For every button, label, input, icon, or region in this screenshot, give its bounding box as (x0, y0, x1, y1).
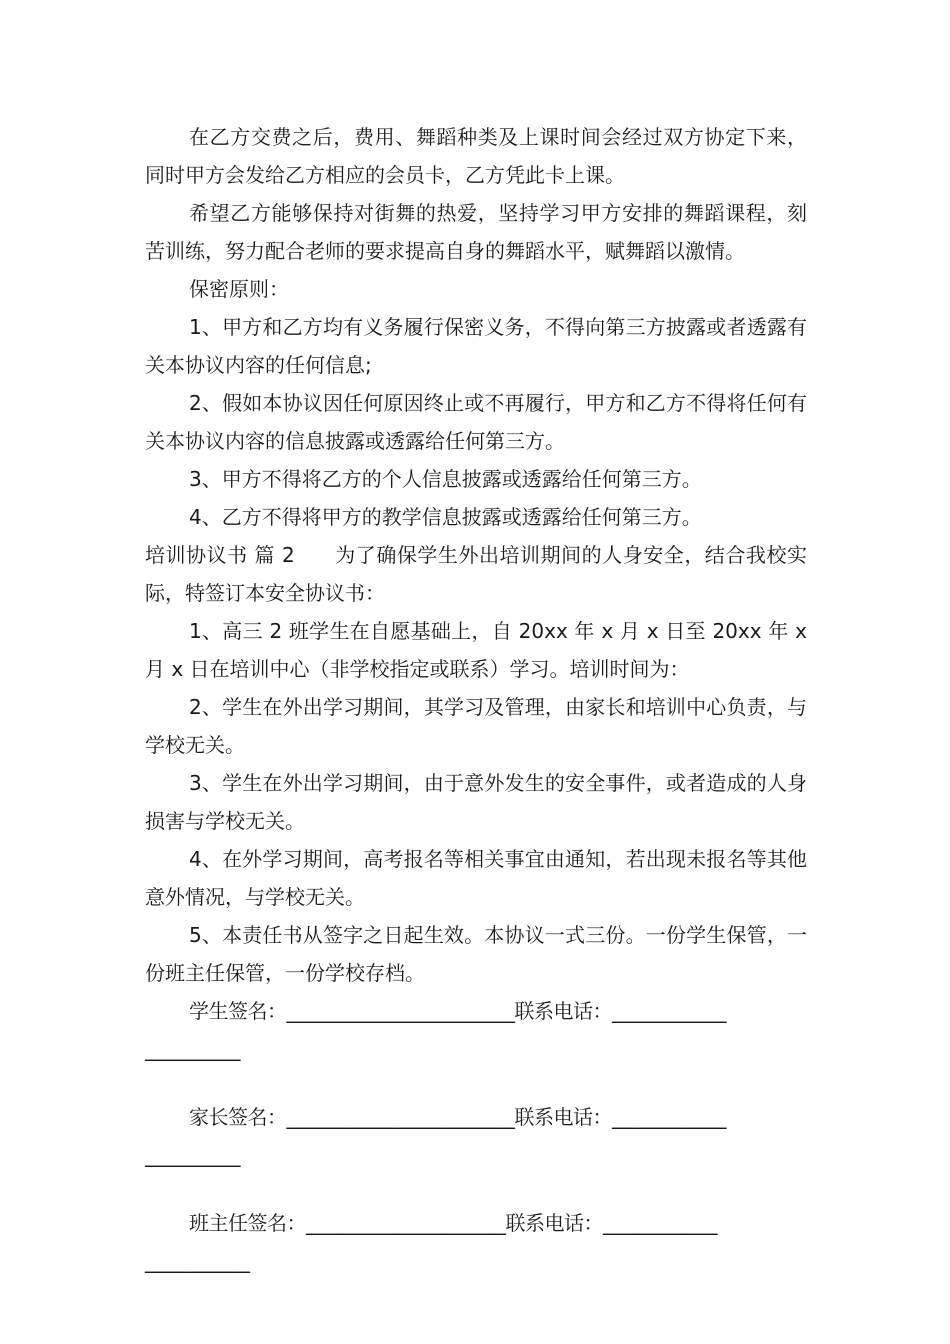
paragraph-fee: 在乙方交费之后，费用、舞蹈种类及上课时间会经过双方协定下来，同时甲方会发给乙方相应的会员卡，乙方凭此卡上课。 (145, 125, 807, 187)
student-signature-line: 学生签名：________________________联系电话：____________ (189, 999, 726, 1023)
section-2-intro: 为了确保学生外出培训期间的人身安全，结合我校实际，特签订本安全协议书： (145, 543, 807, 605)
paragraph-confidentiality-title: 保密原则： (189, 277, 289, 301)
section-2-paragraph (145, 536, 807, 612)
paragraph-item-2: 2、学生在外出学习期间，其学习及管理，由家长和培训中心负责，与学校无关。 (145, 695, 807, 757)
paragraph-item-4: 4、在外学习期间，高考报名等相关事宜由通知，若出现未报名等其他意外情况，与学校无关。 (145, 847, 807, 909)
paragraph-item-1: 1、高三 2 班学生在自愿基础上，自 20xx 年 x 月 x 日至 20xx 年 x 月 x 日在培训中心（非学校指定或联系）学习。培训时间为： (145, 619, 807, 681)
student-signature-continuation: __________ (145, 1037, 240, 1061)
parent-signature-line: 家长签名：________________________联系电话：____________ (189, 1105, 726, 1129)
document-page (145, 118, 807, 1310)
teacher-signature-line: 班主任签名：_____________________联系电话：____________ (189, 1211, 717, 1235)
teacher-signature-continuation: ___________ (145, 1249, 250, 1273)
paragraph-item-3: 3、学生在外出学习期间，由于意外发生的安全事件，或者造成的人身损害与学校无关。 (145, 771, 807, 833)
paragraph-hope: 希望乙方能够保持对街舞的热爱，坚持学习甲方安排的舞蹈课程，刻苦训练，努力配合老师的要求提高自身的舞蹈水平，赋舞蹈以激情。 (145, 201, 807, 263)
paragraph-item-5: 5、本责任书从签字之日起生效。本协议一式三份。一份学生保管，一份班主任保管，一份学校存档。 (145, 923, 807, 985)
paragraph-confidentiality-3: 3、甲方不得将乙方的个人信息披露或透露给任何第三方。 (189, 467, 702, 491)
parent-signature-continuation: __________ (145, 1143, 240, 1167)
section-2-heading: 培训协议书 篇 2 (145, 543, 295, 567)
paragraph-confidentiality-4: 4、乙方不得将甲方的教学信息披露或透露给任何第三方。 (189, 505, 702, 529)
paragraph-confidentiality-2: 2、假如本协议因任何原因终止或不再履行，甲方和乙方不得将任何有关本协议内容的信息披露或透露给任何第三方。 (145, 391, 807, 453)
paragraph-confidentiality-1: 1、甲方和乙方均有义务履行保密义务，不得向第三方披露或者透露有关本协议内容的任何信息; (145, 315, 807, 377)
